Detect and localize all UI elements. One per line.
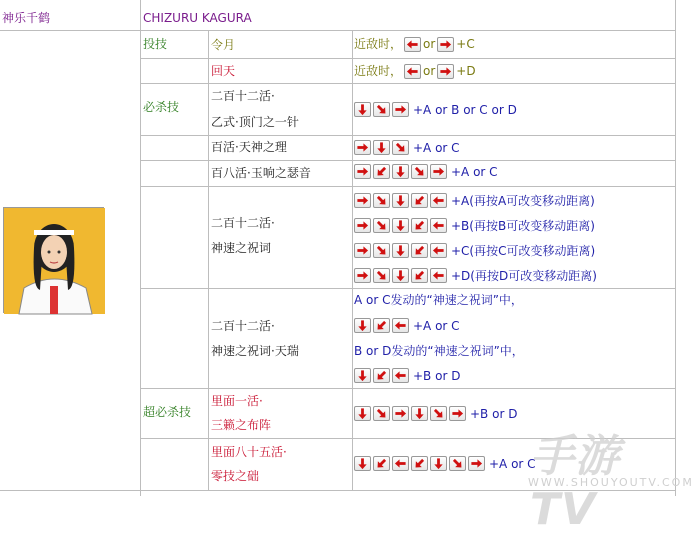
arrow-down-right-icon: [373, 193, 390, 208]
arrow-down-left-icon: [373, 164, 390, 179]
command-tianrui-bd: [354, 368, 460, 383]
move-name-line1: 二百十二活·: [211, 89, 275, 103]
command-sanlai: [354, 406, 517, 421]
arrow-left-icon: [404, 64, 421, 79]
arrow-down-left-icon: [373, 318, 390, 333]
arrow-right-icon: [354, 218, 371, 233]
arrow-down-left-icon: [373, 368, 390, 383]
command-huitian: [354, 63, 476, 79]
arrow-down-right-icon: [373, 102, 390, 117]
command-tianrui-ac: [354, 318, 460, 333]
arrow-right-icon: [354, 243, 371, 258]
command-tianshen: [354, 140, 460, 155]
command-or: or: [423, 64, 436, 78]
arrow-down-left-icon: [411, 193, 428, 208]
command-suffix: +B(再按B可改变移动距离): [451, 219, 595, 233]
arrow-down-icon: [392, 268, 409, 283]
command-suffix: +B or D: [470, 406, 518, 421]
category-throw: 投技: [143, 37, 168, 51]
move-name-yuxiang: 百八活·玉响之瑟音: [211, 166, 311, 180]
arrow-right-icon: [437, 37, 454, 52]
arrow-down-left-icon: [411, 243, 428, 258]
character-name-cn: 神乐千鹤: [2, 11, 51, 25]
watermark-logo: 手游TV: [530, 431, 620, 535]
arrow-down-icon: [392, 243, 409, 258]
arrow-down-icon: [354, 318, 371, 333]
command-suffix: +A or C: [413, 318, 460, 333]
arrow-down-icon: [373, 140, 390, 155]
command-or: or: [423, 37, 436, 51]
move-name-line2: 神速之祝词·天瑞: [211, 344, 299, 358]
arrow-down-icon: [392, 164, 409, 179]
arrow-down-right-icon: [373, 268, 390, 283]
command-shensu-c: [354, 242, 595, 259]
command-lingyue: [354, 36, 475, 52]
arrow-down-right-icon: [392, 140, 409, 155]
move-name-tianshen: 百活·天神之理: [211, 140, 287, 154]
move-name-lingyue: 令月: [211, 38, 236, 52]
arrow-down-right-icon: [373, 243, 390, 258]
command-condition-1: A or C发动的“神速之祝词”中，: [354, 293, 523, 307]
command-condition-2: B or D发动的“神速之祝词”中，: [354, 344, 524, 358]
command-shensu-b: [354, 217, 595, 234]
command-suffix: +A or B or C or D: [413, 102, 517, 117]
move-name-line1: 二百十二活·: [211, 319, 275, 333]
arrow-left-icon: [392, 368, 409, 383]
arrow-down-right-icon: [449, 456, 466, 471]
arrow-left-icon: [430, 193, 447, 208]
category-special: 必杀技: [143, 100, 180, 114]
command-yuxiang: [354, 164, 498, 179]
move-name-line1: 二百十二活·: [211, 216, 275, 230]
arrow-right-icon: [392, 406, 409, 421]
command-suffix: +C(再按C可改变移动距离): [451, 244, 596, 258]
watermark-url: WWW.SHOUYOUTV.COM: [528, 476, 694, 489]
character-name-en: CHIZURU KAGURA: [143, 11, 252, 25]
arrow-right-icon: [468, 456, 485, 471]
command-suffix: +D(再按D可改变移动距离): [451, 269, 597, 283]
arrow-down-icon: [354, 102, 371, 117]
command-suffix: +A(再按A可改变移动距离): [451, 194, 595, 208]
arrow-down-icon: [354, 456, 371, 471]
arrow-down-left-icon: [411, 456, 428, 471]
command-shensu-a: [354, 192, 595, 209]
arrow-left-icon: [430, 218, 447, 233]
move-name-line2: 乙式·顶门之一针: [211, 115, 299, 129]
arrow-right-icon: [354, 268, 371, 283]
arrow-down-left-icon: [411, 268, 428, 283]
move-name-line1: 里面八十五活·: [211, 445, 287, 459]
arrow-left-icon: [430, 243, 447, 258]
arrow-down-icon: [392, 218, 409, 233]
move-name-line2: 零技之础: [211, 469, 260, 483]
arrow-down-icon: [430, 456, 447, 471]
arrow-right-icon: [354, 164, 371, 179]
arrow-right-icon: [437, 64, 454, 79]
command-lingji: [354, 456, 536, 471]
command-suffix: +C: [456, 37, 475, 51]
arrow-left-icon: [392, 456, 409, 471]
arrow-down-right-icon: [373, 406, 390, 421]
arrow-down-right-icon: [373, 218, 390, 233]
arrow-right-icon: [430, 164, 447, 179]
move-name-line2: 三籁之布阵: [211, 418, 272, 432]
command-dingmen: [354, 102, 517, 117]
command-suffix: +B or D: [413, 368, 461, 383]
command-suffix: +D: [456, 64, 476, 78]
arrow-down-right-icon: [430, 406, 447, 421]
move-name-huitian: 回天: [211, 64, 236, 78]
arrow-down-icon: [354, 368, 371, 383]
arrow-down-right-icon: [411, 164, 428, 179]
arrow-right-icon: [449, 406, 466, 421]
move-name-line1: 里面一活·: [211, 394, 263, 408]
arrow-right-icon: [354, 140, 371, 155]
arrow-down-icon: [411, 406, 428, 421]
arrow-right-icon: [392, 102, 409, 117]
arrow-left-icon: [404, 37, 421, 52]
arrow-down-icon: [354, 406, 371, 421]
category-super: 超必杀技: [143, 405, 192, 419]
arrow-down-icon: [392, 193, 409, 208]
arrow-down-left-icon: [411, 218, 428, 233]
command-shensu-d: [354, 267, 597, 284]
command-suffix: +A or C: [413, 140, 460, 155]
command-suffix: +A or C: [489, 456, 536, 471]
command-prefix: 近敌时，: [354, 37, 403, 51]
arrow-right-icon: [354, 193, 371, 208]
move-name-line2: 神速之祝词: [211, 241, 272, 255]
arrow-left-icon: [430, 268, 447, 283]
arrow-down-left-icon: [373, 456, 390, 471]
command-prefix: 近敌时，: [354, 64, 403, 78]
character-portrait: [3, 207, 104, 313]
command-suffix: +A or C: [451, 164, 498, 179]
arrow-left-icon: [392, 318, 409, 333]
